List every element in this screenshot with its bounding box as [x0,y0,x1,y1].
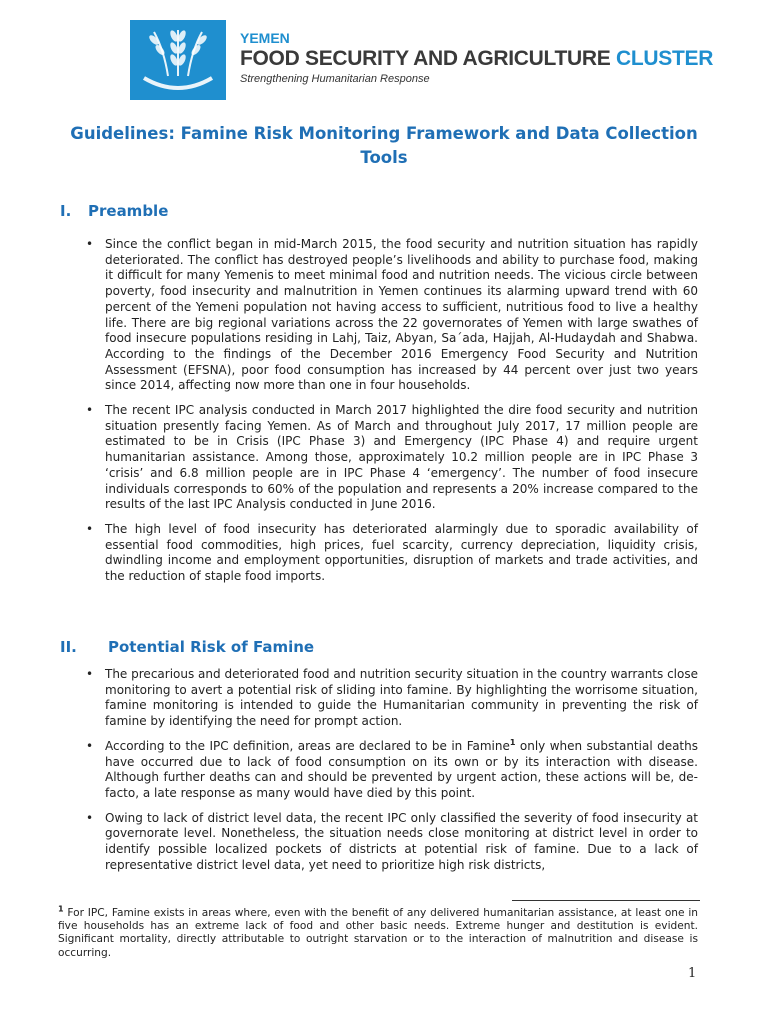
section-title: Preamble [88,202,169,220]
section-heading-preamble [60,201,168,221]
brand-name-accent: CLUSTER [616,47,714,70]
bullet-icon: • [86,810,94,825]
footnote-divider [512,900,700,901]
preamble-bullet-list [84,237,698,594]
list-item [84,403,698,513]
bullet-text: Owing to lack of district level data, the recent IPC only classified the severity of food insecurity at governorate level. Nonetheless, the situation needs close monitoring at district level in order to identify possible localized pockets of districts at potential risk of famine. Due to a lack of representative district level data, yet need to prioritize high risk districts, [105,810,698,872]
bullet-icon: • [86,667,94,681]
wheat-bowl-icon [130,20,226,100]
document-header [130,20,714,100]
list-item [84,522,698,585]
brand-tagline: Strengthening Humanitarian Response [240,73,430,85]
cluster-logo [130,20,226,100]
section-number: I. [60,202,72,220]
section-number: II. [60,638,77,656]
document-title: Guidelines: Famine Risk Monitoring Framework and Data Collection Tools [70,124,698,167]
bullet-icon: • [86,237,94,251]
page-number: 1 [688,966,697,981]
list-item [84,237,698,394]
list-item [84,739,698,802]
bullet-text: The high level of food insecurity has deteriorated alarmingly due to sporadic availability of essential food commodities, high prices, fuel scarcity, currency depreciation, liquidity crisis, dwindling income and employment opportunities, disruption of markets and trade activities, and the reduction of staple food imports. [105,521,698,584]
brand-name-main: FOOD SECURITY AND AGRICULTURE [240,47,611,70]
bullet-text: The precarious and deteriorated food and nutrition security situation in the country warrants close monitoring to avert a potential risk of sliding into famine. By highlighting the worrisome situation, famine monitoring is intended to guide the Humanitarian community in preventing the risk of famine by identifying the need for prompt action. [105,667,698,729]
footnote-reference[interactable]: 1 [509,737,516,747]
bullet-text: The recent IPC analysis conducted in March 2017 highlighted the dire food security and nutrition situation presently facing Yemen. As of March and throughout July 2017, 17 million people are estimated to be in Crisis (IPC Phase 3) and Emergency (IPC Phase 4) and require urgent humanitarian assistance. Among those, approximately 10.2 million people are in IPC Phase 3 ‘crisis’ and 6.8 million people are in IPC Phase 4 ‘emergency’. The number of food insecure individuals corresponds to 60% of the population and represents a 20% increase compared to the results of the last IPC Analysis conducted in June 2016. [105,403,698,512]
footnote-text: For IPC, Famine exists in areas where, even with the benefit of any delivered humanitarian assistance, at least one in five households has an extreme lack of food and other basic needs. Extreme hunger and destitution is evident. Significant mortality, directly attributable to outright starvation or to the interaction of malnutrition and disease is occurring. [58,907,698,959]
footnote-mark: 1 [58,904,64,914]
section-title: Potential Risk of Famine [108,638,315,656]
bullet-icon: • [86,403,94,418]
bullet-icon: • [86,738,94,753]
bullet-text-after: only when substantial deaths have occurred due to lack of food consumption on its own or by its interaction with disease. Although further deaths can and should be prevented by urgent action, these actions will be, de-facto, a late response as many would have died by this point. [105,738,698,800]
cluster-brand [240,30,714,86]
list-item [84,811,698,874]
brand-country: YEMEN [240,30,290,46]
brand-name [240,46,714,72]
risk-bullet-list [84,667,698,882]
bullet-text-before: According to the IPC definition, areas are declared to be in Famine [105,738,510,753]
bullet-text: Since the conflict began in mid-March 2015, the food security and nutrition situation has rapidly deteriorated. The conflict has destroyed people’s livelihoods and ability to purchase food, making it difficult for many Yemenis to meet minimal food and nutrition needs. The vicious circle between poverty, food insecurity and malnutrition in Yemen continues its alarming upward trend with 60 percent of the Yemeni population not having access to sufficient, nutritious food to live a healthy life. There are big regional variations across the 22 governorates of Yemen with large swathes of food insecure populations residing in Lahj, Taiz, Abyan, Sa´ada, Hajjah, Al-Hudaydah and Shabwa. According to the findings of the December 2016 Emergency Food Security and Nutrition Assessment (EFSNA), poor food consumption has increased by 44 percent over just two years since 2014, affecting now more than one in four households. [105,237,698,393]
section-heading-potential-risk [60,637,314,657]
list-item [84,667,698,730]
footnote [58,904,698,960]
bullet-icon: • [86,521,94,536]
